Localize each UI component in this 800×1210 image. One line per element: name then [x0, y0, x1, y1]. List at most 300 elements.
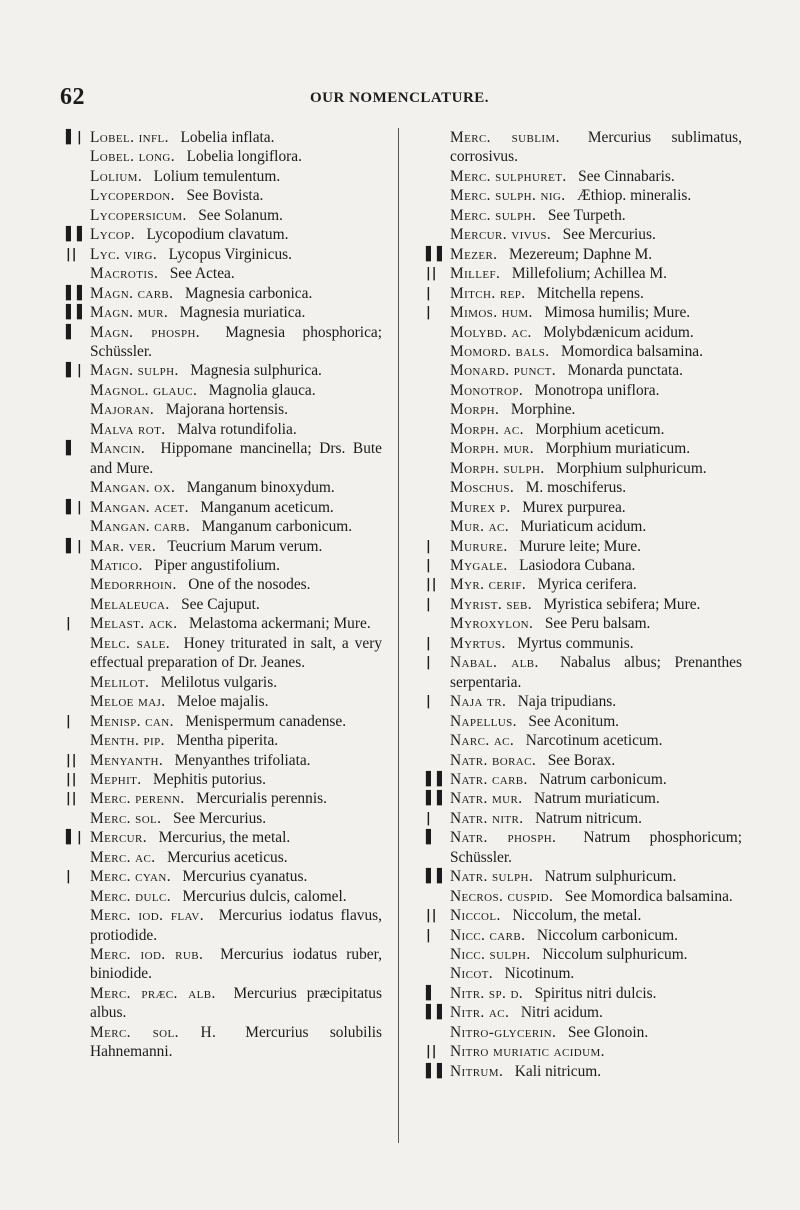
nomenclature-entry [426, 731, 742, 750]
entry-description: Malva rotundifolia. [177, 420, 297, 438]
entry-description: Æthiop. mineralis. [577, 187, 692, 205]
entry-abbreviation: Merc. cyan. [90, 868, 171, 886]
entry-description: Mentha piperita. [176, 732, 279, 750]
entry-description: See Bovista. [186, 187, 264, 205]
nomenclature-entry [426, 692, 742, 711]
entry-description: Murex purpurea. [522, 498, 626, 516]
grade-marks: | [426, 694, 432, 710]
nomenclature-entry [66, 537, 382, 556]
entry-description: Mimosa humilis; Mure. [544, 304, 691, 322]
entry-description: Meloe majalis. [177, 693, 269, 711]
entry-description: See Mercurius. [172, 809, 267, 827]
entry-description: Mercurius, the metal. [158, 829, 291, 847]
nomenclature-entry [66, 673, 382, 692]
entry-abbreviation: Lycopersicum. [90, 206, 187, 224]
entry-description: Melilotus vulgaris. [160, 673, 278, 691]
nomenclature-entry [426, 498, 742, 517]
nomenclature-entry [66, 828, 382, 847]
entry-description: Lobelia inflata. [180, 129, 275, 146]
entry-abbreviation: Mangan. carb. [90, 518, 191, 536]
nomenclature-entry [426, 770, 742, 789]
nomenclature-entry [66, 245, 382, 264]
entry-description: See Cajuput. [181, 595, 260, 613]
entry-description: See Solanum. [198, 206, 283, 224]
grade-marks: | [426, 305, 432, 321]
entry-abbreviation: Natr. sulph. [450, 868, 534, 886]
entry-abbreviation: Nicc. sulph. [450, 946, 531, 964]
nomenclature-entry [426, 1042, 742, 1061]
nomenclature-entry [66, 712, 382, 731]
entry-abbreviation: Melast. ack. [90, 615, 178, 633]
entry-description: Naja tripudians. [517, 693, 617, 711]
entry-abbreviation: Mitch. rep. [450, 284, 526, 302]
grade-marks: ▌▌ [66, 285, 88, 301]
nomenclature-entry [66, 381, 382, 400]
entry-abbreviation: Nitr. sp. d. [450, 984, 524, 1002]
entry-description: Morphium aceticum. [535, 420, 665, 438]
nomenclature-entry [66, 147, 382, 166]
entry-description: Menispermum canadense. [185, 712, 347, 730]
grade-marks: || [426, 266, 438, 282]
entry-abbreviation: Medorrhoin. [90, 576, 177, 594]
entry-description: See Turpeth. [547, 206, 626, 224]
entry-abbreviation: Merc. sulph. nig. [450, 187, 566, 205]
nomenclature-entry [66, 906, 382, 945]
nomenclature-entry [426, 400, 742, 419]
entry-abbreviation: Mercur. [90, 829, 148, 847]
nomenclature-entry [66, 498, 382, 517]
nomenclature-entry [66, 517, 382, 536]
nomenclature-entry [426, 964, 742, 983]
nomenclature-entry [426, 167, 742, 186]
entry-description: Lasiodora Cubana. [519, 556, 636, 574]
nomenclature-entry [426, 867, 742, 886]
right-column [426, 128, 742, 1081]
entry-description: Lycopodium clavatum. [146, 226, 289, 244]
entry-description: Natrum phosphoricum; Schüssler. [450, 829, 742, 866]
grade-marks: ▌| [66, 130, 83, 145]
entry-description: Niccolum, the metal. [512, 907, 642, 925]
nomenclature-entry [66, 692, 382, 711]
grade-marks: ▌ [426, 830, 437, 846]
nomenclature-entry [66, 420, 382, 439]
nomenclature-entry [66, 1023, 382, 1062]
entry-abbreviation: Murure. [450, 537, 508, 555]
entry-description: Mezereum; Daphne M. [508, 245, 653, 263]
nomenclature-entry [426, 420, 742, 439]
entry-abbreviation: Lobel. long. [90, 148, 176, 166]
nomenclature-entry [426, 303, 742, 322]
entry-description: See Aconitum. [528, 712, 620, 730]
nomenclature-entry [426, 828, 742, 867]
entry-description: Manganum binoxydum. [186, 479, 335, 497]
nomenclature-entry [66, 848, 382, 867]
nomenclature-entry [66, 264, 382, 283]
entry-description: Natrum sulphuricum. [544, 868, 677, 886]
grade-marks: || [66, 771, 78, 787]
grade-marks: ▌ [66, 441, 77, 457]
page-header [60, 84, 700, 114]
entry-description: Kali nitricum. [514, 1062, 602, 1080]
nomenclature-entry [66, 186, 382, 205]
entry-abbreviation: Narc. ac. [450, 732, 515, 750]
grade-marks: | [426, 635, 432, 651]
grade-marks: ▌▌ [66, 305, 88, 321]
entry-description: Monotropa uniflora. [534, 381, 660, 399]
entry-abbreviation: Menth. pip. [90, 732, 165, 750]
entry-abbreviation: Magn. carb. [90, 284, 174, 302]
page-number: 62 [60, 84, 85, 110]
nomenclature-entry [426, 1003, 742, 1022]
nomenclature-entry [426, 342, 742, 361]
nomenclature-entry [426, 887, 742, 906]
nomenclature-entry [426, 206, 742, 225]
entry-abbreviation: Natr. phosph. [450, 829, 557, 847]
entry-abbreviation: Magnol. glauc. [90, 381, 198, 399]
grade-marks: | [66, 616, 72, 632]
nomenclature-entry [426, 653, 742, 692]
entry-description: Mercurius cyanatus. [182, 868, 308, 886]
entry-abbreviation: Natr. nitr. [450, 809, 524, 827]
entry-description: M. moschiferus. [525, 479, 627, 497]
entry-abbreviation: Melaleuca. [90, 595, 170, 613]
entry-abbreviation: Myrist. seb. [450, 595, 532, 613]
entry-description: Muriaticum acidum. [520, 518, 647, 536]
nomenclature-entry [426, 595, 742, 614]
nomenclature-entry [66, 400, 382, 419]
nomenclature-entry [66, 731, 382, 750]
entry-abbreviation: Molybd. ac. [450, 323, 532, 341]
grade-marks: ▌▌ [66, 227, 88, 243]
entry-description: Myrtus communis. [517, 634, 634, 652]
entry-abbreviation: Merc. sol. [90, 809, 162, 827]
entry-abbreviation: Merc. sulph. [450, 206, 537, 224]
entry-description: Natrum carbonicum. [539, 770, 667, 788]
nomenclature-entry [426, 517, 742, 536]
entry-description: Niccolum carbonicum. [536, 926, 678, 944]
grade-marks: | [426, 596, 432, 612]
nomenclature-entry [426, 789, 742, 808]
entry-description: Nabalus albus; Prenanthes serpentaria. [450, 654, 742, 691]
nomenclature-entry [66, 984, 382, 1023]
grade-marks: ▌| [66, 499, 83, 515]
grade-marks: | [66, 869, 72, 885]
entry-abbreviation: Mangan. ox. [90, 479, 176, 497]
nomenclature-entry [66, 284, 382, 303]
entry-abbreviation: Momord. bals. [450, 342, 550, 360]
entry-abbreviation: Mezer. [450, 245, 498, 263]
nomenclature-entry [66, 887, 382, 906]
entry-description: Lolium temulentum. [153, 167, 281, 185]
entry-description: Lycopus Virginicus. [168, 245, 293, 263]
nomenclature-entry [426, 381, 742, 400]
entry-abbreviation: Millef. [450, 265, 501, 283]
entry-description: See Glonoin. [567, 1023, 649, 1041]
entry-abbreviation: Melilot. [90, 673, 150, 691]
entry-abbreviation: Natr. carb. [450, 770, 528, 788]
entry-abbreviation: Nicot. [450, 965, 494, 983]
nomenclature-entry [426, 225, 742, 244]
entry-description: See Momordica balsamina. [564, 887, 733, 905]
entry-description: Mitchella repens. [537, 284, 644, 302]
nomenclature-entry [66, 614, 382, 633]
entry-description: Magnolia glauca. [208, 381, 316, 399]
entry-abbreviation: Niccol. [450, 907, 501, 925]
nomenclature-entry [66, 809, 382, 828]
entry-description: Molybdænicum acidum. [543, 323, 694, 341]
entry-abbreviation: Mancin. [90, 440, 146, 458]
entry-abbreviation: Nitr. ac. [450, 1004, 510, 1022]
entry-abbreviation: Mephit. [90, 770, 142, 788]
entry-description: Myrica cerifera. [537, 576, 637, 594]
entry-description: Mephitis putorius. [153, 770, 266, 788]
grade-marks: | [426, 557, 432, 573]
entry-description: Mercurius iodatus flavus, protiodide. [90, 907, 383, 944]
entry-abbreviation: Morph. sulph. [450, 459, 545, 477]
entry-description: Mercurius iodatus ruber, biniodide. [90, 946, 382, 983]
nomenclature-entry [66, 478, 382, 497]
entry-abbreviation: Meloe maj. [90, 693, 166, 711]
grade-marks: || [426, 908, 438, 924]
entry-abbreviation: Moschus. [450, 479, 515, 497]
entry-abbreviation: Magn. phosph. [90, 323, 201, 341]
entry-description: Niccolum sulphuricum. [542, 946, 688, 964]
entry-description: See Mercurius. [562, 226, 656, 244]
entry-abbreviation: Merc. sol. H. [90, 1023, 217, 1041]
entry-description: Lobelia longiflora. [186, 148, 302, 166]
entry-description: Mercurius sublimatus, corrosivus. [450, 129, 742, 166]
nomenclature-entry [426, 537, 742, 556]
nomenclature-entry [66, 225, 382, 244]
nomenclature-entry [426, 751, 742, 770]
nomenclature-entry [426, 809, 742, 828]
grade-marks: || [66, 752, 78, 768]
entry-description: Mercurius præcipitatus albus. [90, 984, 382, 1022]
entry-abbreviation: Macrotis. [90, 265, 159, 283]
entry-abbreviation: Merc. dulc. [90, 887, 171, 905]
grade-marks: || [66, 791, 78, 807]
entry-abbreviation: Merc. sulphuret. [450, 167, 567, 185]
entry-description: Magnesia sulphurica. [190, 362, 322, 380]
nomenclature-entry [66, 634, 382, 673]
nomenclature-entry [66, 789, 382, 808]
nomenclature-entry [426, 478, 742, 497]
entry-abbreviation: Mangan. acet. [90, 498, 189, 516]
nomenclature-entry [426, 361, 742, 380]
nomenclature-entry [426, 614, 742, 633]
nomenclature-entry [66, 361, 382, 380]
entry-abbreviation: Nicc. carb. [450, 926, 526, 944]
entry-description: Myristica sebifera; Mure. [543, 595, 701, 613]
nomenclature-entry [426, 459, 742, 478]
entry-abbreviation: Mimos. hum. [450, 304, 533, 322]
entry-abbreviation: Mar. ver. [90, 537, 157, 555]
entry-abbreviation: Menisp. can. [90, 712, 174, 730]
entry-description: Mercurius solubilis Hahnemanni. [90, 1023, 382, 1061]
entry-abbreviation: Naja tr. [450, 693, 507, 711]
grade-marks: ▌ [66, 324, 77, 340]
entry-description: Millefolium; Achillea M. [511, 265, 667, 283]
entry-description: Honey triturated in salt, a very effectual preparation of Dr. Jeanes. [90, 634, 383, 672]
nomenclature-entry [426, 712, 742, 731]
entry-description: Morphium sulphuricum. [556, 459, 707, 477]
grade-marks: ▌▌ [426, 869, 448, 885]
nomenclature-entry [426, 323, 742, 342]
entry-abbreviation: Melc. sale. [90, 634, 170, 652]
entry-abbreviation: Napellus. [450, 712, 517, 730]
grade-marks: | [66, 713, 72, 729]
entry-description: Mercurialis perennis. [196, 790, 327, 808]
nomenclature-entry [426, 128, 742, 167]
entry-description: Melastoma ackermani; Mure. [189, 615, 371, 633]
nomenclature-entry [66, 751, 382, 770]
entry-description: See Peru balsam. [544, 615, 651, 633]
nomenclature-entry [66, 595, 382, 614]
entry-abbreviation: Merc. iod. rub. [90, 946, 204, 964]
grade-marks: | [426, 810, 432, 826]
entry-description: Teucrium Marum verum. [167, 537, 323, 555]
grade-marks: | [426, 538, 432, 554]
entry-description: Momordica balsamina. [561, 342, 703, 360]
entry-abbreviation: Monotrop. [450, 381, 524, 399]
entry-abbreviation: Myr. cerif. [450, 576, 527, 594]
entry-description: Manganum carbonicum. [201, 518, 353, 536]
nomenclature-entry [66, 945, 382, 984]
nomenclature-entry [426, 575, 742, 594]
running-title: OUR NOMENCLATURE. [310, 90, 490, 106]
entry-description: Natrum muriaticum. [534, 790, 660, 808]
entry-abbreviation: Monard. punct. [450, 362, 557, 380]
entry-abbreviation: Lyc. virg. [90, 245, 158, 263]
entry-description: Menyanthes trifoliata. [174, 751, 311, 769]
nomenclature-entry [66, 303, 382, 322]
entry-description: Piper angustifolium. [154, 556, 280, 574]
grade-marks: ▌▌ [426, 771, 448, 787]
entry-description: Nitri acidum. [520, 1004, 603, 1022]
entry-abbreviation: Menyanth. [90, 751, 164, 769]
nomenclature-entry [66, 770, 382, 789]
grade-marks: ▌| [66, 830, 83, 846]
grade-marks: | [426, 927, 432, 943]
nomenclature-entry [426, 634, 742, 653]
nomenclature-entry [426, 556, 742, 575]
grade-marks: || [426, 577, 438, 593]
entry-abbreviation: Matico. [90, 556, 143, 574]
grade-marks: ▌▌ [426, 1005, 448, 1021]
nomenclature-entry [426, 284, 742, 303]
entry-abbreviation: Necros. cuspid. [450, 887, 554, 905]
entry-abbreviation: Merc. iod. flav. [90, 907, 204, 925]
nomenclature-entry [66, 128, 382, 147]
entry-abbreviation: Lycop. [90, 226, 135, 244]
nomenclature-entry [426, 264, 742, 283]
entry-abbreviation: Nitrum. [450, 1062, 504, 1080]
entry-description: See Cinnabaris. [578, 167, 675, 185]
entry-description: Mercurius dulcis, calomel. [182, 887, 347, 905]
entry-description: See Actea. [169, 265, 235, 283]
nomenclature-entry [426, 906, 742, 925]
entry-description: Manganum aceticum. [200, 498, 334, 516]
nomenclature-entry [426, 1023, 742, 1042]
nomenclature-entry [66, 867, 382, 886]
entry-description: Magnesia carbonica. [184, 284, 313, 302]
entry-abbreviation: Lycoperdon. [90, 187, 175, 205]
entry-abbreviation: Magn. mur. [90, 304, 169, 322]
entry-abbreviation: Natr. mur. [450, 790, 523, 808]
nomenclature-entry [426, 439, 742, 458]
entry-description: Hippomane mancinella; Drs. Bute and Mure. [90, 440, 382, 477]
nomenclature-entry [426, 186, 742, 205]
entry-abbreviation: Morph. ac. [450, 420, 524, 438]
entry-description: Magnesia muriatica. [179, 304, 306, 322]
nomenclature-entry [426, 926, 742, 945]
entry-abbreviation: Magn. sulph. [90, 362, 179, 380]
entry-abbreviation: Malva rot. [90, 420, 166, 438]
entry-description: Natrum nitricum. [535, 809, 642, 827]
entry-description: Magnesia phosphorica; Schüssler. [90, 323, 383, 360]
grade-marks: ▌▌ [426, 1063, 448, 1079]
entry-description: Narcotinum aceticum. [525, 732, 663, 750]
entry-description: Majorana hortensis. [165, 401, 288, 419]
nomenclature-entry [66, 575, 382, 594]
entry-description: Mercurius aceticus. [167, 848, 288, 866]
column-divider [398, 128, 399, 1143]
entry-abbreviation: Majoran. [90, 401, 155, 419]
entry-abbreviation: Mur. ac. [450, 518, 509, 536]
nomenclature-entry [66, 323, 382, 362]
entry-abbreviation: Morph. [450, 401, 500, 419]
grade-marks: || [66, 246, 78, 262]
entry-abbreviation: Mygale. [450, 556, 508, 574]
entry-abbreviation: Murex p. [450, 498, 511, 516]
entry-abbreviation: Morph. mur. [450, 440, 535, 458]
entry-description: Morphine. [510, 401, 576, 419]
entry-abbreviation: Lolium. [90, 167, 143, 185]
nomenclature-entry [66, 206, 382, 225]
nomenclature-entry [66, 439, 382, 478]
nomenclature-entry [426, 984, 742, 1003]
entry-abbreviation: Natr. borac. [450, 751, 537, 769]
entry-description: One of the nosodes. [188, 576, 311, 594]
entry-abbreviation: Nitro-glycerin. [450, 1023, 557, 1041]
entry-description: See Borax. [547, 751, 616, 769]
entry-abbreviation: Nitro muriatic acidum. [450, 1043, 605, 1061]
entry-abbreviation: Myroxylon. [450, 615, 534, 633]
entry-abbreviation: Mercur. vivus. [450, 226, 552, 244]
grade-marks: ▌▌ [426, 246, 448, 262]
entry-description: Monarda punctata. [567, 362, 683, 380]
grade-marks: || [426, 1044, 438, 1060]
nomenclature-entry [66, 556, 382, 575]
left-column [66, 128, 382, 1062]
nomenclature-entry [426, 945, 742, 964]
entry-abbreviation: Lobel. infl. [90, 129, 169, 146]
grade-marks: ▌▌ [426, 791, 448, 807]
nomenclature-entry [426, 1062, 742, 1081]
nomenclature-entry [426, 245, 742, 264]
grade-marks: | [426, 655, 432, 671]
grade-marks: ▌| [66, 538, 83, 554]
entry-abbreviation: Merc. ac. [90, 848, 156, 866]
entry-description: Nicotinum. [504, 965, 575, 983]
entry-abbreviation: Nabal. alb. [450, 654, 539, 672]
grade-marks: ▌| [66, 363, 83, 379]
entry-abbreviation: Merc. præc. alb. [90, 984, 216, 1002]
entry-description: Spiritus nitri dulcis. [534, 984, 657, 1002]
entry-description: Murure leite; Mure. [519, 537, 641, 555]
entry-abbreviation: Myrtus. [450, 634, 506, 652]
entry-description: Morphium muriaticum. [545, 440, 691, 458]
